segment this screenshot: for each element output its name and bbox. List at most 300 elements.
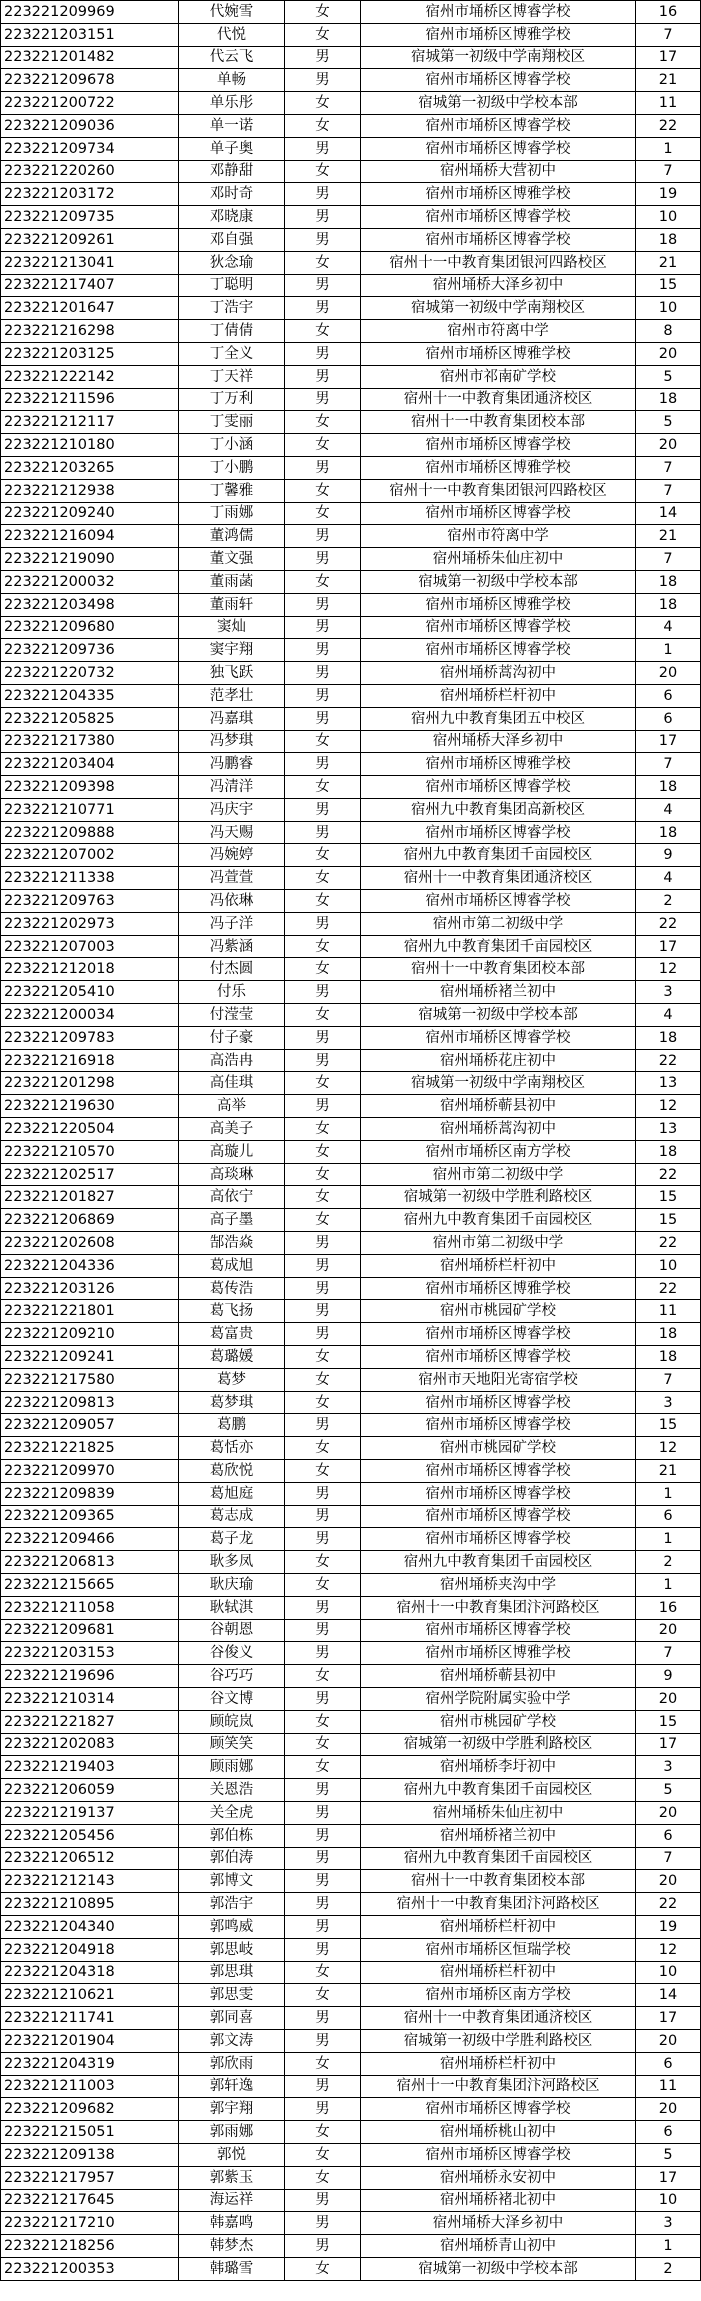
student-id-cell: 223221210895 [1,1893,179,1916]
table-row [1,2007,701,2030]
student-id-cell: 223221212117 [1,411,179,434]
name-cell: 单乐彤 [179,92,285,115]
school-cell: 宿州埇桥大营初中 [361,160,636,183]
student-id-cell: 223221209138 [1,2143,179,2166]
name-cell: 冯天赐 [179,821,285,844]
gender-cell: 女 [285,1004,361,1027]
number-cell: 6 [636,1505,701,1528]
gender-cell: 男 [285,798,361,821]
number-cell: 4 [636,616,701,639]
gender-cell: 男 [285,981,361,1004]
gender-cell: 女 [285,160,361,183]
school-cell: 宿城第一初级中学南翔校区 [361,297,636,320]
number-cell: 2 [636,890,701,913]
name-cell: 邓静甜 [179,160,285,183]
school-cell: 宿州市埇桥区博睿学校 [361,1505,636,1528]
table-row [1,821,701,844]
school-cell: 宿州市埇桥区博雅学校 [361,456,636,479]
number-cell: 6 [636,707,701,730]
table-row [1,1163,701,1186]
school-cell: 宿州埇桥栏杆初中 [361,684,636,707]
name-cell: 高璇儿 [179,1140,285,1163]
student-id-cell: 223221203126 [1,1277,179,1300]
name-cell: 高举 [179,1095,285,1118]
gender-cell: 男 [285,548,361,571]
name-cell: 丁小鹏 [179,456,285,479]
name-cell: 韩嘉鸣 [179,2212,285,2235]
student-id-cell: 223221209057 [1,1414,179,1437]
student-id-cell: 223221210314 [1,1687,179,1710]
table-row [1,1505,701,1528]
name-cell: 葛欣悦 [179,1460,285,1483]
student-id-cell: 223221219137 [1,1801,179,1824]
gender-cell: 男 [285,1254,361,1277]
student-id-cell: 223221209969 [1,1,179,24]
number-cell: 7 [636,753,701,776]
table-row [1,1687,701,1710]
number-cell: 12 [636,1095,701,1118]
school-cell: 宿州市埇桥区博睿学校 [361,1,636,24]
name-cell: 葛成旭 [179,1254,285,1277]
table-row [1,1140,701,1163]
number-cell: 7 [636,479,701,502]
student-id-cell: 223221219403 [1,1756,179,1779]
table-row [1,525,701,548]
table-row [1,160,701,183]
number-cell: 3 [636,2212,701,2235]
table-row [1,92,701,115]
gender-cell: 男 [285,1095,361,1118]
gender-cell: 男 [285,1232,361,1255]
number-cell: 16 [636,1596,701,1619]
student-id-cell: 223221217645 [1,2189,179,2212]
student-id-cell: 223221217407 [1,274,179,297]
gender-cell: 男 [285,684,361,707]
name-cell: 丁天祥 [179,365,285,388]
name-cell: 冯子洋 [179,912,285,935]
school-cell: 宿州九中教育集团千亩园校区 [361,844,636,867]
gender-cell: 女 [285,2052,361,2075]
gender-cell: 男 [285,707,361,730]
number-cell: 18 [636,776,701,799]
number-cell: 14 [636,1984,701,2007]
student-id-cell: 223221209241 [1,1346,179,1369]
student-id-cell: 223221210570 [1,1140,179,1163]
student-id-cell: 223221203125 [1,342,179,365]
name-cell: 葛旭庭 [179,1482,285,1505]
number-cell: 5 [636,2143,701,2166]
school-cell: 宿州市埇桥区博睿学校 [361,1346,636,1369]
name-cell: 丁雨娜 [179,502,285,525]
table-row [1,1642,701,1665]
table-row [1,1254,701,1277]
school-cell: 宿州埇桥栏杆初中 [361,1961,636,1984]
gender-cell: 女 [285,1140,361,1163]
school-cell: 宿州市埇桥区博睿学校 [361,1026,636,1049]
school-cell: 宿州埇桥桃山初中 [361,2121,636,2144]
table-row [1,2143,701,2166]
school-cell: 宿州十一中教育集团通济校区 [361,388,636,411]
table-row [1,1414,701,1437]
student-id-cell: 223221209240 [1,502,179,525]
number-cell: 6 [636,2121,701,2144]
name-cell: 郭紫玉 [179,2166,285,2189]
student-id-cell: 223221220504 [1,1118,179,1141]
school-cell: 宿州埇桥永安初中 [361,2166,636,2189]
school-cell: 宿州九中教育集团千亩园校区 [361,935,636,958]
number-cell: 19 [636,1915,701,1938]
school-cell: 宿州九中教育集团五中校区 [361,707,636,730]
name-cell: 郭欣雨 [179,2052,285,2075]
name-cell: 耿多凤 [179,1551,285,1574]
table-row [1,730,701,753]
table-row [1,798,701,821]
gender-cell: 男 [285,1870,361,1893]
table-row [1,1277,701,1300]
student-id-cell: 223221201647 [1,297,179,320]
gender-cell: 女 [285,570,361,593]
gender-cell: 女 [285,890,361,913]
number-cell: 3 [636,981,701,1004]
student-id-cell: 223221209888 [1,821,179,844]
number-cell: 7 [636,23,701,46]
school-cell: 宿州埇桥夹沟中学 [361,1573,636,1596]
school-cell: 宿城第一初级中学南翔校区 [361,46,636,69]
school-cell: 宿州市埇桥区南方学校 [361,1984,636,2007]
name-cell: 丁倩倩 [179,320,285,343]
name-cell: 高琰琳 [179,1163,285,1186]
name-cell: 郭伯栋 [179,1824,285,1847]
name-cell: 高依宁 [179,1186,285,1209]
number-cell: 1 [636,137,701,160]
table-row [1,1665,701,1688]
table-row [1,867,701,890]
school-cell: 宿州市埇桥区博睿学校 [361,639,636,662]
name-cell: 关全虎 [179,1801,285,1824]
name-cell: 付乐 [179,981,285,1004]
number-cell: 5 [636,411,701,434]
table-row [1,1801,701,1824]
name-cell: 葛飞扬 [179,1300,285,1323]
gender-cell: 男 [285,1300,361,1323]
gender-cell: 女 [285,114,361,137]
school-cell: 宿州市第二初级中学 [361,912,636,935]
gender-cell: 女 [285,1072,361,1095]
number-cell: 13 [636,1118,701,1141]
student-id-cell: 223221209735 [1,206,179,229]
school-cell: 宿州市埇桥区博睿学校 [361,502,636,525]
gender-cell: 男 [285,2075,361,2098]
school-cell: 宿州市埇桥区博睿学校 [361,1482,636,1505]
gender-cell: 男 [285,2212,361,2235]
number-cell: 7 [636,1642,701,1665]
school-cell: 宿州市埇桥区博睿学校 [361,1414,636,1437]
table-row [1,1072,701,1095]
gender-cell: 男 [285,365,361,388]
school-cell: 宿州市埇桥区博睿学校 [361,434,636,457]
student-id-cell: 223221209210 [1,1323,179,1346]
student-id-cell: 223221204335 [1,684,179,707]
school-cell: 宿州十一中教育集团银河四路校区 [361,479,636,502]
name-cell: 丁聪明 [179,274,285,297]
gender-cell: 男 [285,639,361,662]
gender-cell: 男 [285,1323,361,1346]
number-cell: 10 [636,206,701,229]
table-row [1,707,701,730]
name-cell: 董鸿儒 [179,525,285,548]
name-cell: 代婉雪 [179,1,285,24]
table-row [1,2121,701,2144]
gender-cell: 男 [285,1414,361,1437]
name-cell: 郭雨娜 [179,2121,285,2144]
student-id-cell: 223221209763 [1,890,179,913]
student-id-cell: 223221201482 [1,46,179,69]
student-id-cell: 223221207002 [1,844,179,867]
gender-cell: 男 [285,1642,361,1665]
student-id-cell: 223221210180 [1,434,179,457]
gender-cell: 女 [285,23,361,46]
school-cell: 宿州市埇桥区博睿学校 [361,1528,636,1551]
school-cell: 宿州市埇桥区博雅学校 [361,753,636,776]
number-cell: 20 [636,2098,701,2121]
name-cell: 窦灿 [179,616,285,639]
school-cell: 宿州市埇桥区博睿学校 [361,1391,636,1414]
school-cell: 宿州市埇桥区博雅学校 [361,1277,636,1300]
school-cell: 宿州市第二初级中学 [361,1232,636,1255]
table-row [1,548,701,571]
name-cell: 冯清洋 [179,776,285,799]
gender-cell: 女 [285,1733,361,1756]
name-cell: 付子豪 [179,1026,285,1049]
name-cell: 丁雯丽 [179,411,285,434]
name-cell: 冯鹏睿 [179,753,285,776]
name-cell: 郭伯涛 [179,1847,285,1870]
gender-cell: 女 [285,2143,361,2166]
student-id-cell: 223221209970 [1,1460,179,1483]
student-id-cell: 223221211338 [1,867,179,890]
student-table-body [1,1,701,2281]
name-cell: 冯庆宇 [179,798,285,821]
name-cell: 谷朝恩 [179,1619,285,1642]
table-row [1,69,701,92]
student-id-cell: 223221201298 [1,1072,179,1095]
table-row [1,981,701,1004]
school-cell: 宿州市天地阳光寄宿学校 [361,1368,636,1391]
table-row [1,1870,701,1893]
number-cell: 15 [636,1186,701,1209]
number-cell: 10 [636,297,701,320]
gender-cell: 女 [285,935,361,958]
student-id-cell: 223221216094 [1,525,179,548]
table-row [1,2166,701,2189]
school-cell: 宿州学院附属实验中学 [361,1687,636,1710]
number-cell: 20 [636,2029,701,2052]
student-id-cell: 223221207003 [1,935,179,958]
gender-cell: 女 [285,1551,361,1574]
gender-cell: 男 [285,753,361,776]
number-cell: 11 [636,92,701,115]
number-cell: 20 [636,662,701,685]
table-row [1,1938,701,1961]
school-cell: 宿州市埇桥区博睿学校 [361,69,636,92]
name-cell: 独飞跃 [179,662,285,685]
name-cell: 顾笑笑 [179,1733,285,1756]
name-cell: 邓时奇 [179,183,285,206]
table-row [1,1346,701,1369]
school-cell: 宿城第一初级中学校本部 [361,1004,636,1027]
gender-cell: 男 [285,1026,361,1049]
name-cell: 单子奥 [179,137,285,160]
gender-cell: 男 [285,616,361,639]
table-row [1,1391,701,1414]
table-row [1,114,701,137]
table-row [1,297,701,320]
table-row [1,753,701,776]
school-cell: 宿城第一初级中学校本部 [361,2257,636,2280]
number-cell: 22 [636,1232,701,1255]
student-id-cell: 223221210621 [1,1984,179,2007]
number-cell: 7 [636,160,701,183]
table-row [1,1482,701,1505]
table-row [1,320,701,343]
number-cell: 15 [636,1209,701,1232]
number-cell: 11 [636,2075,701,2098]
table-row [1,2052,701,2075]
table-row [1,684,701,707]
student-id-cell: 223221222142 [1,365,179,388]
student-id-cell: 223221205456 [1,1824,179,1847]
student-id-cell: 223221209681 [1,1619,179,1642]
number-cell: 10 [636,1961,701,1984]
table-row [1,1961,701,1984]
gender-cell: 女 [285,2121,361,2144]
name-cell: 葛恬亦 [179,1437,285,1460]
school-cell: 宿州九中教育集团千亩园校区 [361,1847,636,1870]
gender-cell: 男 [285,2029,361,2052]
student-id-cell: 223221212018 [1,958,179,981]
school-cell: 宿州市埇桥区博睿学校 [361,890,636,913]
table-row [1,662,701,685]
table-row [1,1232,701,1255]
number-cell: 21 [636,69,701,92]
name-cell: 谷巧巧 [179,1665,285,1688]
table-row [1,1619,701,1642]
table-row [1,1779,701,1802]
number-cell: 21 [636,525,701,548]
name-cell: 高美子 [179,1118,285,1141]
gender-cell: 男 [285,297,361,320]
number-cell: 12 [636,1938,701,1961]
number-cell: 4 [636,798,701,821]
table-row [1,1893,701,1916]
number-cell: 11 [636,1300,701,1323]
table-row [1,342,701,365]
student-id-cell: 223221216918 [1,1049,179,1072]
school-cell: 宿州市埇桥区博睿学校 [361,206,636,229]
school-cell: 宿州市符离中学 [361,320,636,343]
school-cell: 宿城第一初级中学胜利路校区 [361,2029,636,2052]
number-cell: 6 [636,684,701,707]
number-cell: 3 [636,1756,701,1779]
table-row [1,2189,701,2212]
school-cell: 宿州埇桥褚兰初中 [361,981,636,1004]
name-cell: 郭博文 [179,1870,285,1893]
table-row [1,958,701,981]
number-cell: 18 [636,1346,701,1369]
school-cell: 宿州市埇桥区博睿学校 [361,2098,636,2121]
gender-cell: 女 [285,1460,361,1483]
school-cell: 宿州十一中教育集团汴河路校区 [361,1596,636,1619]
number-cell: 3 [636,1391,701,1414]
table-row [1,1186,701,1209]
school-cell: 宿州市埇桥区博雅学校 [361,23,636,46]
gender-cell: 女 [285,502,361,525]
name-cell: 葛梦 [179,1368,285,1391]
number-cell: 18 [636,388,701,411]
school-cell: 宿州市符离中学 [361,525,636,548]
gender-cell: 女 [285,1186,361,1209]
school-cell: 宿州十一中教育集团汴河路校区 [361,2075,636,2098]
student-id-cell: 223221202517 [1,1163,179,1186]
name-cell: 郭思岐 [179,1938,285,1961]
gender-cell: 女 [285,1118,361,1141]
school-cell: 宿州市埇桥区南方学校 [361,1140,636,1163]
number-cell: 13 [636,1072,701,1095]
gender-cell: 男 [285,1779,361,1802]
number-cell: 20 [636,1687,701,1710]
school-cell: 宿州埇桥大泽乡初中 [361,274,636,297]
school-cell: 宿州市祁南矿学校 [361,365,636,388]
school-cell: 宿州十一中教育集团汴河路校区 [361,1893,636,1916]
name-cell: 丁馨雅 [179,479,285,502]
student-id-cell: 223221200353 [1,2257,179,2280]
name-cell: 董文强 [179,548,285,571]
student-id-cell: 223221205410 [1,981,179,1004]
table-row [1,251,701,274]
school-cell: 宿城第一初级中学校本部 [361,570,636,593]
name-cell: 冯嘉琪 [179,707,285,730]
number-cell: 15 [636,1414,701,1437]
table-row [1,1026,701,1049]
school-cell: 宿州埇桥花庄初中 [361,1049,636,1072]
gender-cell: 女 [285,1984,361,2007]
school-cell: 宿州十一中教育集团通济校区 [361,2007,636,2030]
student-id-cell: 223221209783 [1,1026,179,1049]
gender-cell: 男 [285,1687,361,1710]
number-cell: 10 [636,1254,701,1277]
student-id-cell: 223221217380 [1,730,179,753]
name-cell: 董雨轩 [179,593,285,616]
number-cell: 21 [636,1460,701,1483]
number-cell: 4 [636,867,701,890]
number-cell: 7 [636,1368,701,1391]
student-id-cell: 223221209036 [1,114,179,137]
table-row [1,274,701,297]
student-id-cell: 223221202083 [1,1733,179,1756]
gender-cell: 女 [285,844,361,867]
student-id-cell: 223221206512 [1,1847,179,1870]
number-cell: 18 [636,821,701,844]
gender-cell: 女 [285,1209,361,1232]
name-cell: 葛志成 [179,1505,285,1528]
gender-cell: 男 [285,1938,361,1961]
student-id-cell: 223221215051 [1,2121,179,2144]
table-row [1,1004,701,1027]
gender-cell: 男 [285,388,361,411]
number-cell: 21 [636,251,701,274]
student-id-cell: 223221209736 [1,639,179,662]
gender-cell: 女 [285,320,361,343]
